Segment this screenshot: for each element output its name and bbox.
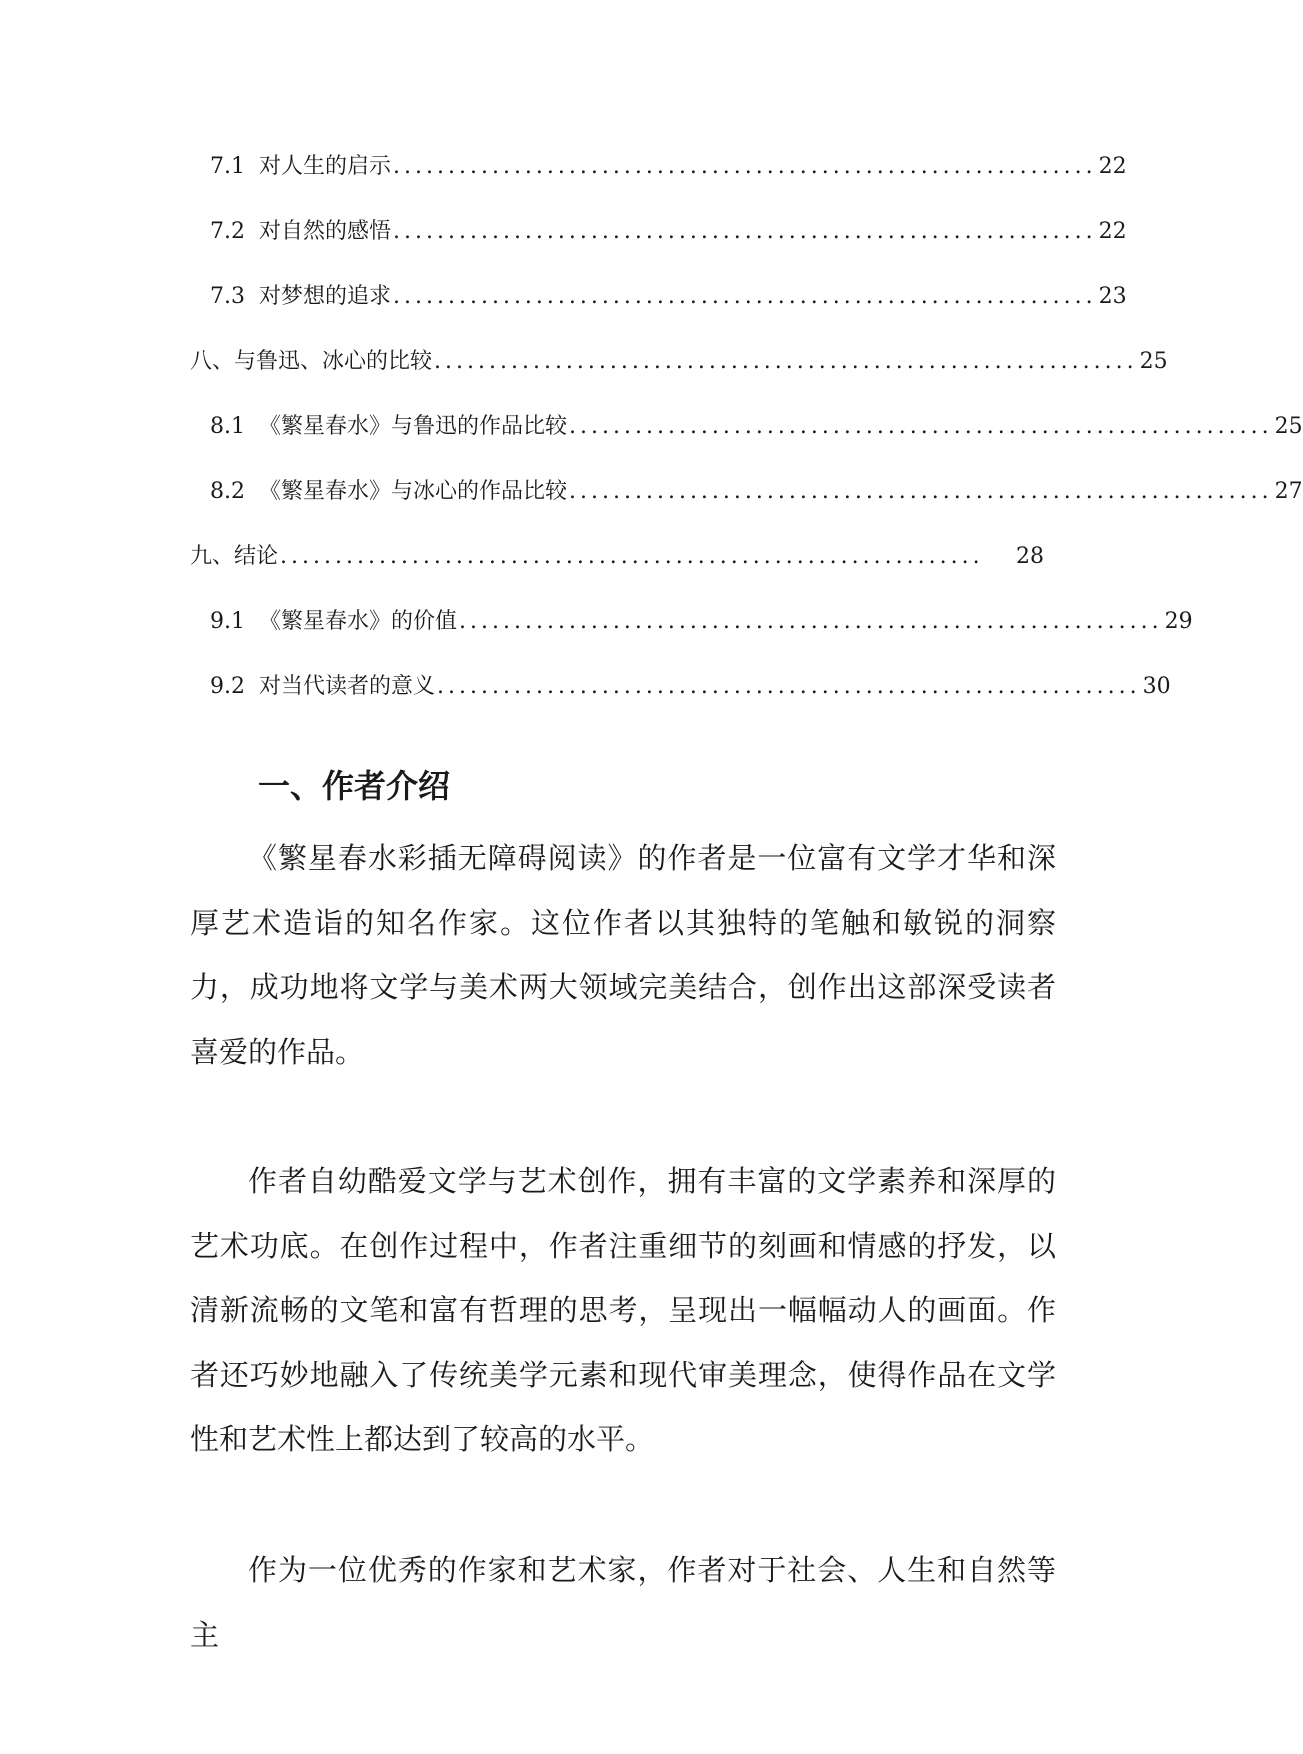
toc-entry[interactable] [210, 277, 1127, 317]
toc-entry[interactable] [190, 537, 1044, 577]
toc-entry[interactable] [210, 667, 1171, 707]
toc-entry-title: 对人生的启示 [259, 154, 392, 179]
toc-entry-number: 7.1 [210, 154, 245, 179]
toc-dot-leader: ................................................................ [569, 479, 1273, 504]
toc-entry-number: 8.2 [210, 479, 245, 504]
toc-entry-page: 25 [1139, 349, 1168, 374]
toc-entry-number: 9.1 [210, 609, 245, 634]
toc-entry-page: 27 [1274, 479, 1303, 504]
toc-dot-leader: ................................................................ [280, 544, 984, 569]
toc-entry-title: 《繁星春水》与鲁迅的作品比较 [259, 414, 568, 439]
toc-dot-leader: ................................................................ [569, 414, 1273, 439]
toc-entry-title: 对当代读者的意义 [259, 674, 436, 699]
toc-entry-page: 29 [1164, 609, 1193, 634]
section-heading: 一、作者介绍 [258, 767, 451, 805]
toc-entry-number: 7.2 [210, 219, 245, 244]
toc-entry-page: 28 [1016, 544, 1044, 569]
toc-entry-page: 25 [1274, 414, 1303, 439]
toc-entry[interactable] [210, 212, 1127, 252]
toc-entry-number: 8.1 [210, 414, 245, 439]
body-paragraph: 作者自幼酷爱文学与艺术创作，拥有丰富的文学素养和深厚的艺术功底。在创作过程中，作者注重细节的刻画和情感的抒发，以清新流畅的文笔和富有哲理的思考，呈现出一幅幅动人的画面。作者还巧妙地融入了传统美学元素和现代审美理念，使得作品在文学性和艺术性上都达到了较高的水平。 [190, 1164, 1056, 1456]
toc-dot-leader: ................................................................ [459, 609, 1163, 634]
toc-entry-page: 23 [1098, 284, 1127, 309]
body-paragraph: 作为一位优秀的作家和艺术家，作者对于社会、人生和自然等主 [190, 1553, 1056, 1652]
toc-entry-page: 22 [1098, 154, 1127, 179]
toc-dot-leader: ................................................................ [434, 349, 1138, 374]
toc-dot-leader: ................................................................ [393, 284, 1097, 309]
toc-dot-leader: ................................................................ [437, 674, 1141, 699]
toc-entry[interactable] [190, 342, 1168, 382]
toc-entry-page: 30 [1142, 674, 1171, 699]
toc-entry[interactable] [210, 602, 1193, 642]
toc-entry-number: 9.2 [210, 674, 245, 699]
toc-entry-title: 《繁星春水》的价值 [259, 609, 458, 634]
body-paragraph: 《繁星春水彩插无障碍阅读》的作者是一位富有文学才华和深厚艺术造诣的知名作家。这位作者以其独特的笔触和敏锐的洞察力，成功地将文学与美术两大领域完美结合，创作出这部深受读者喜爱的作品。 [190, 841, 1056, 1069]
toc-entry[interactable] [210, 472, 1303, 512]
toc-entry-title: 对梦想的追求 [259, 284, 392, 309]
toc-entry-number: 7.3 [210, 284, 245, 309]
toc-dot-leader: ................................................................ [393, 154, 1097, 179]
toc-entry-title: 《繁星春水》与冰心的作品比较 [259, 479, 568, 504]
toc-entry[interactable] [210, 147, 1127, 187]
toc-entry-page: 22 [1098, 219, 1127, 244]
toc-entry[interactable] [210, 407, 1303, 447]
toc-entry-title: 对自然的感悟 [259, 219, 392, 244]
toc-entry-title: 九、结论 [190, 544, 279, 569]
toc-dot-leader: ................................................................ [393, 219, 1097, 244]
toc-entry-title: 八、与鲁迅、冰心的比较 [190, 349, 433, 374]
